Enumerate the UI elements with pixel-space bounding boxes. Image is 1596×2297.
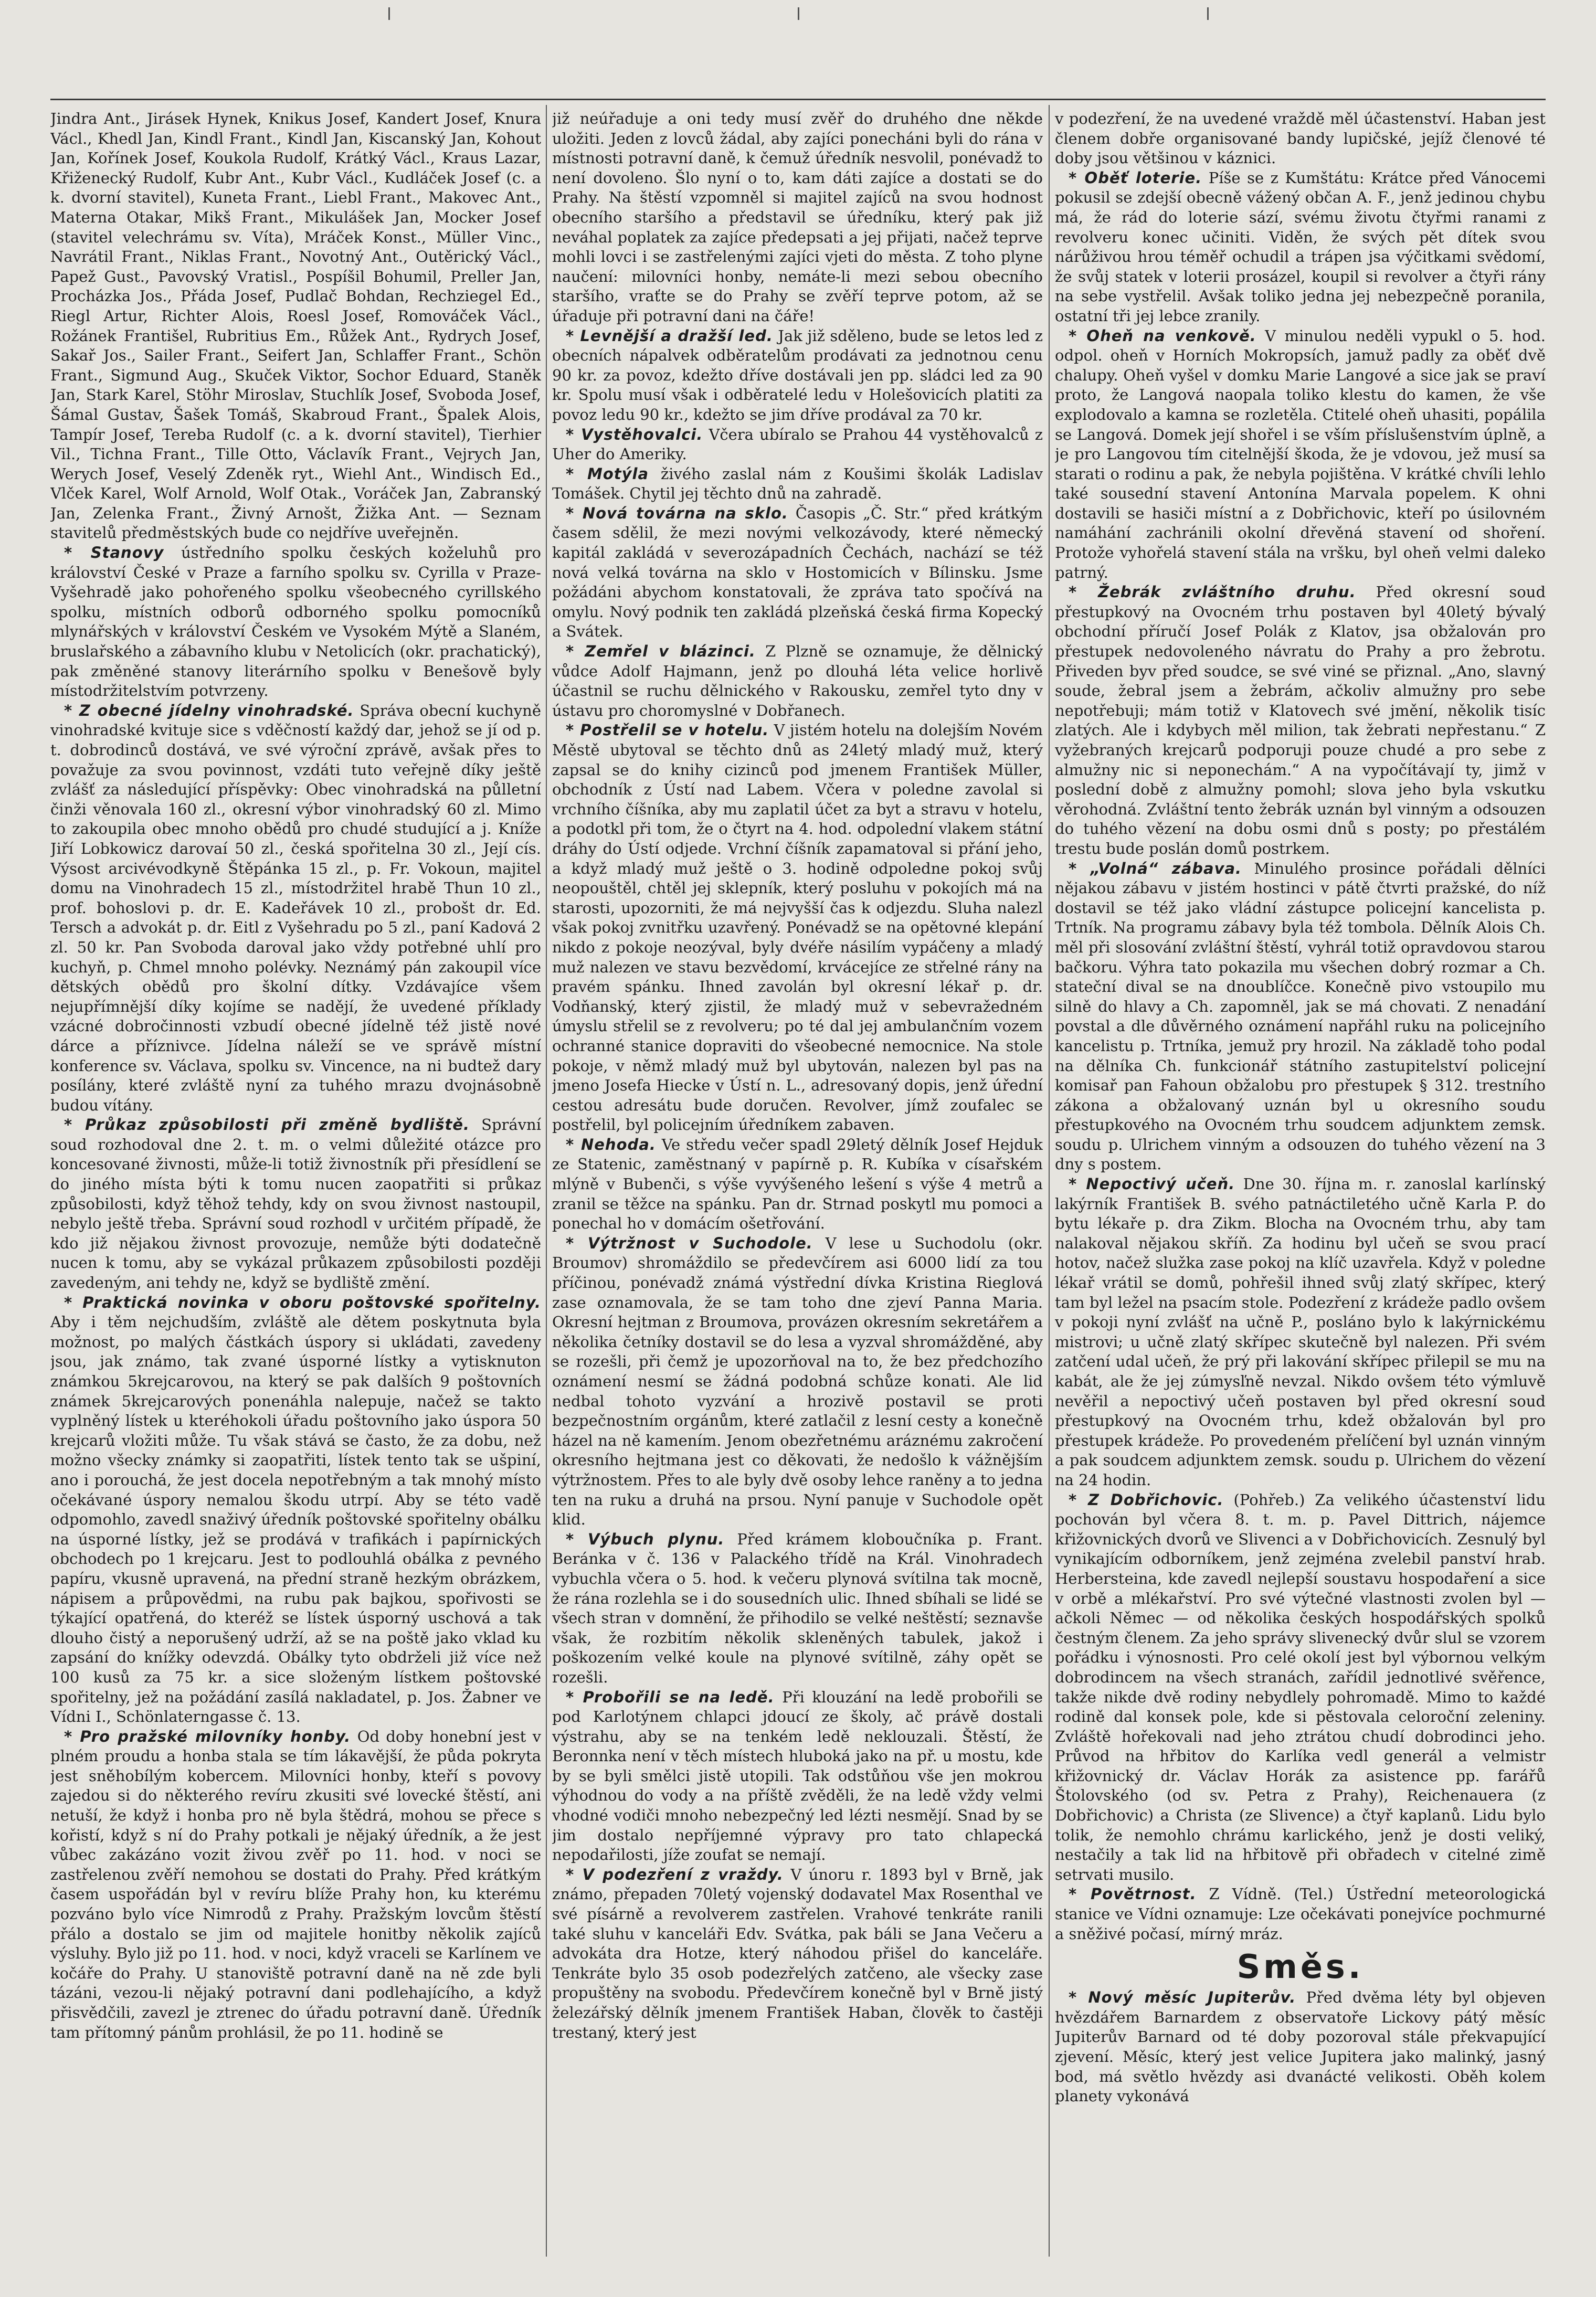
news-item-text: Před krámem kloboučníka p. Frant. Beránka v č. 136 v Palackého třídě na Král. Vinohradech vybuchla včera o 5. hod. k večeru plynová svítilna tak mocně, že rána rozlehla se i do sousedních ulic. Ihned sbíhali se lidé se všech stran v domnění, že přihodilo se velké neštěstí; seznavše však, že rozbitím několik skleněných tabulek, jakož i poškozením velké koule na plynové svítilně, záhy opět se rozešli. — [552, 1530, 1043, 1686]
news-item — [552, 721, 1043, 1135]
news-item-text: Časopis „Č. Str.“ před krátkým časem sdělil, že mezi novými velkozávody, které německý kapitál zakládá v severozápadních Čechách, nachází se též nová velká továrna na sklo v Hostomicích v Bílinsku. Jsme požádáni abychom konstatovali, že zpráva tato spočívá na omylu. Nový podnik ten zakládá plzeňská česká firma Kopecký a Svátek. — [552, 504, 1043, 641]
news-item-heading: * Oheň na venkově. — [1069, 326, 1256, 345]
news-item — [1055, 859, 1546, 1175]
news-item-heading: * Výbuch plynu. — [566, 1530, 725, 1548]
news-item — [552, 1234, 1043, 1530]
news-item-heading: * Stanovy — [64, 544, 164, 562]
news-item-text: ústředního spolku českých koželuhů pro království České v Praze a farního spolku sv. Cyrilla v Praze-Vyšehradě jako pohořeného spolku všeobecného cyrillského spolku, místních odborů odborného spolku pomocníků mlynářských v království Českém ve Vysokém Mýtě a Slaném, bruslařského a zábavního klubu v Netolicích (okr. prachatický), pak změněné stanovy literárního spolku v Benešově byly místodržitelstvím potvrzeny. — [50, 544, 541, 700]
news-item — [552, 425, 1043, 464]
news-item — [552, 1688, 1043, 1865]
news-item — [50, 1727, 541, 2043]
news-item — [552, 464, 1043, 504]
news-item-heading: * Zemřel v blázinci. — [566, 642, 756, 661]
news-item — [1055, 168, 1546, 326]
news-item-text: Ve středu večer spadl 29letý dělník Josef Hejduk ze Statenic, zaměstnaný v papírně p. R. Kubíka v císařském mlýně v Bubenči, s výše vyvýšeného lešení s výše 4 metrů a zranil se těžce na spánku. Pan dr. Strnad poskytl mu pomoci a ponechal ho v domácím ošetřování. — [552, 1135, 1043, 1233]
news-item-text: Od doby honební jest v plném proudu a honba stala se tím lákavější, že půda pokryta jest sněhobílým kobercem. Milovníci honby, kteří s povovy zajedou si do některého revíru zkusiti své lovecké štěstí, ani netuší, že když i honba pro ně byla štědrá, mohou se přece s kořistí, když s ní do Prahy potkali je nějaký úředník, a že jest vůbec zakázáno vozit živou zvěř po 11. hod. v noci se zastřelenou zvěří nemohou se dostati do Prahy. Před krátkým časem uspořádán byl v revíru blíže Prahy hon, ku kterému pozváno bylo více Nimrodů z Prahy. Pražským lovcům štěstí přálo a dostalo se jim od majitele honitby několik zajíců výsluhy. Bylo již po 11. hod. v noci, když vraceli se Karlínem ve kočáře do Prahy. U stanoviště potravní daně na ně zde byli tázáni, vezou-li nějaký potravní dani podlehajícího, a když přisvědčili, zavezl je ztrenec do úřadu potravní daně. Úředník tam přítomný pánům prohlásil, že po 11. hodině se — [50, 1727, 541, 2041]
news-item-heading: * Vystěhovalci. — [566, 425, 703, 443]
news-item-heading: * V podezření z vraždy. — [566, 1865, 784, 1883]
news-item-text: Před okresní soud přestupkový na Ovocném trhu postaven byl 40letý bývalý obchodní příručí Josef Polák z Klatov, jsa obžalován pro přestupek nedovoleného návratu do Prahy a pro žebrotu. Přiveden byv před soudce, se své viné se přiznal. „Ano, slavný soude, žebral jsem a žebrám, ačkoliv almužny pro sebe nepotřebuji; mám totiž v Klatovech své jmění, několik tisíc zlatých. Ale i kdybych měl milion, tak žebrati nepřestanu.“ Z vyžebraných krejcarů podporuji pouze chudé a pro sebe z almužny nic si neponechám.“ A na vypočítávají ty, jimž v poslední době z almužny pomohl; slova jeho byla vskutku věrohodná. Zvláštní tento žebrák uznán byl vinným a odsouzen do tuhého vězení na dobu osmi dnů s posty; po přestálém trestu bude poslán domů postrkem. — [1055, 583, 1546, 858]
article-continuation: již neúřaduje a oni tedy musí zvěř do druhého dne někde uložiti. Jeden z lovců žádal, aby zajíci ponecháni byli do rána v místnosti potravní daně, k čemuž úředník nesvolil, ponévadž to není dovoleno. Šlo nyní o to, kam dáti zajíce a dostati se do Prahy. Na štěstí vzpomněl si majitel zajíců na svou hodnost obecního staršího a představil se úředníku, který pak již neváhal poplatek za zajíce předepsati a jej přijati, načež teprve mohli lovci i se zastřelenými zajíci vjeti do města. Z toho plyne naučení: milovníci honby, nemáte-li mezi sebou obecního staršího, vraťte se do Prahy se zvěří teprve potom, až se úřaduje při potravní dani na čáře! — [552, 110, 1043, 325]
news-item — [552, 1135, 1043, 1234]
news-item-text: Aby i těm nejchudším, zvláště ale dětem poskytnuta byla možnost, po malých částkách úspory si ukládati, zavedeny jsou, jak známo, tak zvané úsporné lístky a vytisknuton známkou 5krejcarovou, na který se pak dalších 9 poštovních známek 5krejcarových ponenáhla nalepuje, načež se takto vyplněný lístek u kteréhokoli úřadu poštovního jako úspora 50 krejcarů vložiti může. Tu však stává se často, že za dobu, než možno všecky známky si zaopatřiti, lístek tento tak se ušpiní, ano i porouchá, že jest docela nepotřebným a tak mnohý místo očekávané úspory nemalou škodu utrpí. Aby se této vadě odpomohlo, zavedl snaživý úředník poštovské spořitelny obálku na úsporné lístky, jež se prodává v trafikách i papírnických obchodech po 1 krejcaru. Jest to podlouhlá obálka z pevného papíru, vkusně upravená, na přední straně hezkým obrázkem, nápisem a průpovědmi, na rubu pak bajkou, spořivosti se týkající opatřená, do kteréž se lístek úsporný uschová a tak dlouho čistý a neporušený udrží, až se na poště jako vklad ku zapsání do knížky odevzdá. Obálky tyto obdrželi již více než 100 kusů za 75 kr. a sice složeným lístkem poštovské spořitelny, jež na požádání zasílá nakladatel, p. Jos. Žabner ve Vídni I., Schönlaterngasse č. 13. — [50, 1313, 541, 1726]
news-item — [552, 326, 1043, 425]
news-item — [1055, 1490, 1546, 1885]
news-item-heading: * Žebrák zvláštního druhu. — [1069, 583, 1356, 601]
news-item-heading: * Postřelil se v hotelu. — [566, 721, 769, 739]
news-item-heading: * „Volná“ zábava. — [1069, 859, 1242, 877]
news-item-heading: * Oběť loterie. — [1069, 168, 1202, 187]
news-item-heading: * Nový měsíc Jupiterův. — [1069, 1988, 1296, 2007]
news-item — [552, 1530, 1043, 1688]
top-edge-marks — [0, 4, 1596, 25]
news-item-text: živého zaslal nám z Koušimi školák Ladislav Tomášek. Chytil jej těchto dnů na zahradě. — [552, 464, 1043, 503]
section-heading: Směs. — [1236, 1947, 1364, 1986]
news-item — [1055, 1174, 1546, 1490]
news-item — [1055, 1885, 1546, 1944]
news-item-text: Z Plzně se oznamuje, že dělnický vůdce Adolf Hajmann, jenž po dlouhá léta velice horlivě účastnil se ruchu dělnického v Rakousku, zemřel tyto dny v ústavu pro choromyslné v Dobřanech. — [552, 642, 1043, 719]
news-item-text: Správní soud rozhodoval dne 2. t. m. o velmi důležité otázce pro koncesované živnosti, může-li totiž živnostník při přesídlení se do jiného místa býti k tomu nucen zaopatřiti si průkaz způsobilosti, když těhož tehdy, kdy on svou živnost nastoupil, nebylo ještě třeba. Správní soud rozhodl v určitém případě, že kdo již nějakou živnost provozuje, nemůže býti dodatečně nucen k tomu, aby se vykázal průkazem způsobilosti později zavedeným, ani tehdy ne, když se bydliště změní. — [50, 1116, 541, 1292]
news-item — [1055, 326, 1546, 583]
news-item — [552, 642, 1043, 721]
article-continuation: Jindra Ant., Jirásek Hynek, Knikus Josef, Kandert Josef, Knura Václ., Khedl Jan, Kindl Frant., Kindl Jan, Kiscanský Jan, Kohout Jan, Kořínek Josef, Koukola Rudolf, Krátký Václ., Kraus Lazar, Křiženecký Rudolf, Kubr Ant., Kubr Václ., Kudláček Josef (c. a k. dvorní stavitel), Kuneta Frant., Liebl Frant., Makovec Ant., Materna Otakar, Mikš Frant., Mikulášek Jan, Mocker Josef (stavitel velechrámu sv. Víta), Mráček Konst., Müller Vinc., Navrátil Frant., Niklas Frant., Novotný Ant., Outěrický Václ., Papež Gust., Pavovský Vratisl., Pospíšil Bohumil, Preller Jan, Procházka Jos., Přáda Josef, Pudlač Bohdan, Rechziegel Ed., Riegl Artur, Richter Alois, Roesl Josef, Romováček Václ., Rožánek Františel, Rubritius Em., Růžek Ant., Rydrych Josef, Sakař Jos., Sailer Frant., Seifert Jan, Schlaffer Frant., Schön Frant., Sigmund Aug., Skuček Viktor, Sochor Eduard, Staněk Jan, Stark Karel, Stöhr Miroslav, Stuchlík Josef, Svoboda Josef, Šámal Gustav, Šašek Tomáš, Skabroud Frant., Špalek Alois, Tampír Josef, Tereba Rudolf (c. a k. dvorní stavitel), Tierhier Vil., Tichna Frant., Tille Otto, Václavík Frant., Vejrych Jan, Werych Josef, Veselý Zdeněk ryt., Wiehl Ant., Windisch Ed., Vlček Karel, Wolf Arnold, Wolf Otak., Voráček Jan, Zabranský Jan, Zelenka Frant., Živný Arnošt, Žižka Ant. — Seznam stavitelů předměstských bude co nejdříve uveřejněn. — [50, 110, 541, 542]
news-item-heading: * Motýla — [566, 464, 649, 483]
news-item — [50, 1293, 541, 1727]
news-item-text: Před dvěma léty byl objeven hvězdářem Barnardem z observatoře Lickovy pátý měsíc Jupiterův Barnard od té doby pozoroval stále překvapující zjevení. Měsíc, který jest velice Jupitera jako malinký, jasný bod, má světlo hvězdy asi dvanácté velikosti. Oběh kolem planety vykonává — [1055, 1988, 1546, 2105]
column-1 — [50, 109, 541, 2250]
news-item-text: Minulého prosince pořádali dělníci nějakou zábavu v jistém hostinci v pátě čtvrti pražské, do níž dostavil se též jako vládní zástupce policejní kancelista p. Trtník. Na programu zábavy byla též tombola. Dělník Alois Ch. měl při slosování zvláštní štěstí, vyhrál totiž opravdovou starou bačkoru. Výhra tato pokazila mu všechen dobrý rozmar a Ch. stateční dival se na dnoublíčce. Konečně pivo vstoupilo mu silně do hlavy a Ch. zapomněl, jak se má chovati. Z nenadání povstal a dle důvěrného oznámení napřáhl ruku na policejního kancelistu p. Trtníka, jemuž pry hrozil. Na základě toho podal na dělníka Ch. funkcionář státního zastupitelství policejní komisař pan Fahoun obžalobu pro přestupek § 312. trestního zákona a obžalovaný uznán byl u okresního soudu přestupkového na Ovocném trhu soudcem adjunktem zemsk. soudu p. Ulrichem vinným a odsouzen do tuhého vězení na 3 dny s postem. — [1055, 859, 1546, 1173]
news-item-text: V únoru r. 1893 byl v Brně, jak známo, přepaden 70letý vojenský dodavatel Max Rosenthal ve své písárně a revolverem zastřelen. Vrahové tenkráte ranili také sluhu v kanceláři Edv. Svátka, pak báli se Jana Večeru a advokáta dra Hotze, který náhodou přišel do kanceláře. Tenkráte bylo 35 osob podezřelých zatčeno, ale všecky zase propuštěny na svobodu. Předevčírem konečně byl v Brně jistý železářský dělník jmenem František Haban, člověk to častěji trestaný, který jest — [552, 1865, 1043, 2041]
news-item-heading: * Povětrnost. — [1069, 1885, 1197, 1903]
news-item — [50, 1115, 541, 1293]
news-item-text: Jak již sděleno, bude se letos led z obecních nápalvek odběratelům prodávati za jednotnou cenu 90 kr. za povoz, kdežto dříve dostávali jen pp. sládci led za 90 kr. Spolu musí však i odběratelé ledu v Holešovicích platiti za povoz ledu 90 kr., kdežto se jim dříve prodával za 70 kr. — [552, 326, 1043, 424]
news-item — [552, 1865, 1043, 2042]
news-item-heading: * Výtržnost v Suchodole. — [566, 1234, 813, 1252]
news-item-text: Včera ubíralo se Prahou 44 vystěhovalců z Uher do Ameriky. — [552, 425, 1043, 463]
news-item-text: V lese u Suchodolu (okr. Broumov) shromáždilo se předevčírem asi 6000 lidí za tou příčinou, ponévadž známá výstřední dívka Kristina Rieglová zase oznamovala, že se tam toho dne zjeví Panna Maria. Okresní hejtman z Broumova, provázen okresním sekretářem a několika četníky dostavil se do lesa a vyzval shromážděné, aby se rozešli, při čemž je upozorňoval na to, že bez předchozího oznámení nesmí se žádná podobná schůze konati. Ale lid nedbal tohoto vyzvání a hrozivě postavil se proti bezpečnostním orgánům, které zatlačil z lesní cesty a konečně házel na ně kamením. Jenom obezřetnému aráznému zakročení okresního hejtmana jest co děkovati, že nedošlo k vážnějším výtržnostem. Přes to ale byly dvě osoby lehce raněny a to jedna ten na ruku a druhá na prsou. Nyní panuje v Suchodole opět klid. — [552, 1234, 1043, 1529]
news-item-heading: * Nová továrna na sklo. — [566, 504, 788, 522]
column-divider-2 — [1049, 105, 1050, 2257]
top-rule — [50, 99, 1546, 100]
news-item-heading: * Nepoctivý učeň. — [1069, 1175, 1235, 1193]
news-item — [50, 543, 541, 701]
news-item-heading: * Nehoda. — [566, 1135, 656, 1153]
news-item-text: Při klouzání na ledě probořili se pod Karlotýnem chlapci jdoucí ze školy, ač právě dostali výstrahu, aby se na tenkém ledě neklouzali. Štěstí, že Beronnka není v těch místech hluboká jako na př. u mostu, kde by se byli smělci jistě utopili. Tak odstůňou vše jen mokrou výhodnou do vody a na příště zvěděli, že na ledě vždy velmi vhodné vodiči mnoho nebezpečný led lézti nesmějí. Snad by se jim dostalo nepříjemné výpravy pro tato chlapecká nepodařilosti, jíže zoufat se nemají. — [552, 1688, 1043, 1864]
column-3 — [1055, 109, 1546, 2250]
news-item-text: V minulou neděli vypukl o 5. hod. odpol. oheň v Horních Mokropsích, jamuž padly za oběť dvě chalupy. Oheň vyšel v domku Marie Langové a sice jak se praví proto, že Langová naopala toliko klestu do kamen, že vše explodovalo a kamna se rozletěla. Ctitelé oheň uhasiti, popálila se Langová. Domek její shořel i se vším příslušenstvím úplně, a je pro Langovou tím citelnější škoda, že je vdovou, jež musí sa starati o rodinu a pak, že nebyla pojištěna. V krátké chvíli lehlo také sousední stavení Antonína Marvala popelem. K ohni dostavili se hasiči místní a z Dobřichovic, kteří po úsilovném namáhání zachránili okolní dřevěná stavení od shoření. Protože vyhořelá stavení stála na vršku, byl oheň velmi daleko patrný. — [1055, 326, 1546, 581]
news-item — [1055, 1988, 1546, 2107]
news-item-heading: * Z obecné jídelny vinohradské. — [64, 701, 354, 719]
news-item — [1055, 583, 1546, 859]
news-item-heading: * Průkaz způsobilosti při změně bydliště. — [64, 1116, 470, 1134]
news-item-heading: * Probořili se na ledě. — [566, 1688, 775, 1706]
news-item-text: (Pohřeb.) Za velikého účastenství lidu pochován byl včera 8. t. m. p. Pavel Dittrich, nájemce křižovnických dvorů ve Slivenci a v Dobřichovicích. Zesnulý byl vynikajícím odborníkem, jenž zejména zvelebil panství hrab. Herbersteina, kde zavedl nejlepší soustavu hospodaření a sice v orbě a mlékařství. Pro své výtečné vlastnosti zvolen byl — ačkoli Němec — od několika českých hospodářských spolků čestným členem. Za jeho správy slivenecký dvůr slul se vzorem pořádku i výnosnosti. Pro celé okolí jest byl výbornou velkým dobrodincem na všech stranách, zařídil jednotlivé svěřence, takže nikde dvě rodiny nebydlely pohromadě. Mimo to každé rodině dal konsek pole, kde si pěstovala celoroční zeleniny. Zvláště hořekovali nad jeho ztrátou chudí dobrodinci jeho. Průvod na hřbitov do Karlíka vedl generál a velmistr křižovnický dr. Václav Horák za asistence pp. farářů Štolovského (od sv. Petra z Prahy), Reichenauera (z Dobřichovic) a Christa (ze Slivence) a čtyř kaplanů. Lidu bylo tolik, že nemohlo chrámu karlického, jenž je dosti veliký, nestačily a tak lid na hřbitově při obřadech v citelné zimě setrvati musilo. — [1055, 1490, 1546, 1883]
column-2 — [552, 109, 1043, 2250]
column-divider-1 — [546, 105, 547, 2257]
news-item-heading: * Levnější a dražší led. — [566, 326, 773, 345]
news-item-text: Z Vídně. (Tel.) Ústřední meteorologická stanice ve Vídni oznamuje: Lze očekávati ponejvíce pochmurné a sněživé počasí, mírný mráz. — [1055, 1885, 1546, 1943]
news-item-heading: * Praktická novinka v oboru poštovské spořitelny. — [64, 1293, 541, 1311]
news-item — [552, 504, 1043, 642]
news-item-heading: * Z Dobřichovic. — [1069, 1490, 1224, 1509]
news-item — [50, 701, 541, 1115]
news-item-heading: * Pro pražské milovníky honby. — [64, 1727, 351, 1745]
news-item-text: V jistém hotelu na dolejším Novém Městě ubytoval se těchto dnů as 24letý mladý muž, který zapsal se do knihy cizinců pod jmenem František Müller, obchodník z Ústí nad Labem. Včera v poledne zavolal si vrchního číšníka, aby mu zaplatil účet za byt a stravu v hotelu, a podotkl při tom, že o čtyrt na 4. hod. odpolední vlakem státní dráhy do Ústí odjede. Vrchní číšník zapamatoval si přání jeho, a když mladý muž ještě o 3. hodině odpoledne pokoj svůj neopouštěl, chtěl jej sklepník, který posluhu v pokojích má na starosti, upozorniti, že má nejvyšší čas k odjezdu. Sluha nalezl však pokoj zvnitřku uzavřený. Ponévadž se na opětovné klepání nikdo z pokoje neozýval, byly dvéře násilím vypáčeny a mladý muž nalezen ve stavu bezvědomí, krvácejíce ze střelné rány na pravém spánku. Ihned zavolán byl okresní lékař p. dr. Vodňanský, který zjistil, že mladý muž v sebevražedném úmyslu střelil se z revolveru; po té dal jej ambulančním vozem ochranné stanice dopraviti do všeobecné nemocnice. Na stole pokoje, v němž mladý muž byl ubytován, nalezen byl pas na jmeno Josefa Hiecke v Ústí n. L., adresovaný dopis, jenž úřední cestou adresátu bude doručen. Revolver, jímž zoufalec se postřelil, byl policejním úředníkem zabaven. — [552, 721, 1043, 1134]
news-item-text: Správa obecní kuchyně vinohradské kvituje sice s vděčností každý dar, jehož se jí od p. t. dobrodinců dostává, ve své výroční zprávě, avšak přes to považuje za svou povinnost, vzdáti tuto veřejně díky ještě zvlášť za následující příspěvky: Obec vinohradská na půlletní činži věnovala 160 zl., okresní výbor vinohradský 60 zl. Mimo to zakoupila obec mnoho obědů pro chudé studující a j. Kníže Jiří Lobkowicz darovaí 50 zl., česká spořitelna 30 zl., Její cís. Výsost arcivévodkyně Štěpánka 15 zl., p. Fr. Vokoun, majitel domu na Vinohradech 15 zl., místodržitel hrabě Thun 10 zl., prof. bohoslovi p. dr. E. Kadeřávek 10 zl., probošt dr. Ed. Tersch a advokát p. dr. Eitl z Vyšehradu po 5 zl., paní Kadová 2 zl. 50 kr. Pan Svoboda daroval jako vždy potřebné uhlí pro kuchyň, p. Chmel mnoho polévky. Neznámý pán zakoupil více dětských obědů pro školní dítky. Vzdávajíce všem nejupřímnější díky kojíme se nadějí, že uvedené příklady vzácné dobročinnosti vzbudí obecné jídelně též jistě nové dárce a příznivce. Jídelna náleží se ve správě místní konference sv. Václava, spolku sv. Vincence, na ni budtež dary posílány, které zvláště nyní za tuhého mrazu dvojnásobně budou vítány. — [50, 701, 541, 1114]
news-item-text: Dne 30. října m. r. zanoslal karlínský lakýrník František B. svého patnáctiletého učně Karla P. do bytu lékaře p. dra Zikm. Blocha na Ovocném trhu, aby tam nalakoval nějakou skříň. Za hodinu byl učeň se svou prací hotov, načež služka zase pokoj na klíč uzavřela. Když v poledne lékař vrátil se domů, pohřešil ihned svůj zlatý skřípec, který tam byl ležel na psacím stole. Podezření z krádeže padlo ovšem v pokoji nyní zvlášť na učně P., posláno bylo k lakýrnickému mistrovi; u učně zlatý skřípec skutečně byl nalezen. Při svém zatčení udal učeň, že prý při lakování skřípec přilepil se mu na kabát, ale že jej zúmysľně nevzal. Nikdo ovšem této výmluvě nevěřil a nepoctivý učeň postaven byl před okresní soud přestupkový na Ovocném trhu, kdež obžalován byl pro přestupek krádeže. Po provedeném přelíčení byl uznán vinným a pak soudcem adjunktem zemsk. soudu p. Ulrichem do vězení na 24 hodin. — [1055, 1175, 1546, 1489]
news-item-text: Píše se z Kumštátu: Krátce před Vánocemi pokusil se zdejší obecně vážený občan A. F., jenž jedinou chybu má, že rád do loterie sází, svému životu čtyřmi ranami z revolveru konec učiniti. Viděn, že svých pět dítek svou nárůživou hrou téměř ochudil a trápen jsa výčitkami svědomí, že svůj statek v loterii prosázel, koupil si revolver a čtyři rány na sebe vystřelil. Avšak toliko jedna jej nebezpečně poranila, ostatní tři jej lebce zranily. — [1055, 168, 1546, 325]
article-continuation: v podezření, že na uvedené vraždě měl účastenství. Haban jest členem dobře organisované bandy lupičské, jejíž členové té doby jsou většinou v káznici. — [1055, 110, 1546, 167]
